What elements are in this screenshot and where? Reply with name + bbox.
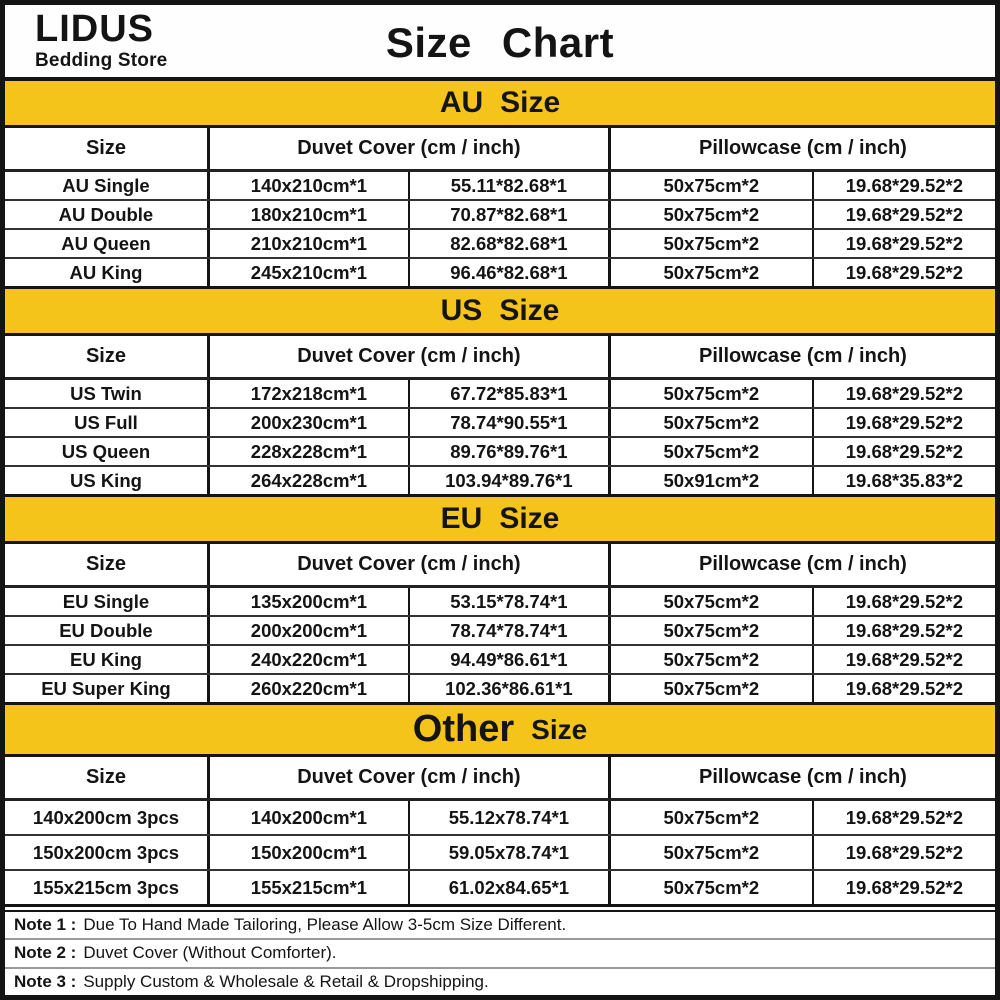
- col-header-size: Size: [5, 544, 210, 585]
- col-header-size: Size: [5, 757, 210, 798]
- cell-pillow-inch: 19.68*35.83*2: [845, 469, 964, 491]
- cell-pillow-inch: 19.68*29.52*2: [845, 677, 964, 699]
- table-row: [5, 801, 995, 836]
- cell-pillow-inch: 19.68*29.52*2: [845, 174, 964, 196]
- cell-pillow-cm: 50x75cm*2: [611, 836, 814, 869]
- band-region-label: EU: [440, 502, 483, 535]
- cell-duvet-cm: 228x228cm*1: [210, 438, 410, 465]
- page-title-word-2: Chart: [501, 19, 615, 66]
- other-size-table: [5, 757, 995, 907]
- note-label: Note 1 :: [14, 915, 77, 935]
- table-row: [5, 836, 995, 871]
- cell-duvet-cm: 264x228cm*1: [210, 467, 410, 494]
- cell-pillow-inch: 19.68*29.52*2: [845, 382, 964, 404]
- note-text: Duvet Cover (Without Comforter).: [83, 943, 337, 963]
- cell-pillow-cm: 50x91cm*2: [611, 467, 814, 494]
- cell-duvet-cm: 172x218cm*1: [210, 380, 410, 407]
- notes-panel: [5, 910, 995, 995]
- section-us-size: [5, 289, 995, 497]
- col-header-pillowcase: Pillowcase (cm / inch): [698, 553, 907, 575]
- cell-duvet-inch: 53.15*78.74*1: [410, 588, 611, 615]
- cell-pillow-inch: 19.68*29.52*2: [845, 411, 964, 433]
- cell-duvet-cm: 155x215cm*1: [210, 871, 410, 904]
- table-row: [5, 409, 995, 438]
- brand-tagline: Bedding Store: [35, 50, 168, 71]
- page-title-word-1: Size: [385, 19, 472, 66]
- cell-duvet-inch: 102.36*86.61*1: [410, 675, 611, 702]
- table-row: [5, 380, 995, 409]
- page-title: [5, 19, 995, 67]
- col-header-duvet-cover: Duvet Cover (cm / inch): [210, 336, 611, 377]
- table-row: [5, 646, 995, 675]
- cell-size: 150x200cm 3pcs: [5, 836, 210, 869]
- cell-pillow-inch: 19.68*29.52*2: [845, 876, 964, 898]
- table-row: [5, 675, 995, 705]
- cell-duvet-cm: 140x200cm*1: [210, 801, 410, 834]
- note-row-1: [5, 912, 995, 940]
- band-eu-size: [5, 497, 995, 544]
- cell-pillow-cm: 50x75cm*2: [611, 438, 814, 465]
- brand-name: LIDUS: [35, 8, 154, 50]
- band-size-label: Size: [499, 502, 560, 535]
- col-header-duvet-cover: Duvet Cover (cm / inch): [210, 544, 611, 585]
- cell-duvet-cm: 245x210cm*1: [210, 259, 410, 286]
- note-row-3: [5, 969, 995, 995]
- cell-duvet-inch: 55.12x78.74*1: [410, 801, 611, 834]
- cell-size: EU Double: [5, 617, 210, 644]
- band-other-size: [5, 705, 995, 757]
- cell-duvet-cm: 180x210cm*1: [210, 201, 410, 228]
- cell-size: AU King: [5, 259, 210, 286]
- cell-duvet-cm: 150x200cm*1: [210, 836, 410, 869]
- cell-duvet-inch: 96.46*82.68*1: [410, 259, 611, 286]
- cell-size: US Twin: [5, 380, 210, 407]
- col-header-duvet-cover: Duvet Cover (cm / inch): [210, 757, 611, 798]
- eu-size-table: [5, 544, 995, 705]
- band-au-size: [5, 81, 995, 128]
- col-header-pillowcase: Pillowcase (cm / inch): [698, 137, 907, 159]
- cell-pillow-cm: 50x75cm*2: [611, 617, 814, 644]
- cell-pillow-cm: 50x75cm*2: [611, 409, 814, 436]
- cell-pillow-inch: 19.68*29.52*2: [845, 203, 964, 225]
- cell-duvet-cm: 240x220cm*1: [210, 646, 410, 673]
- cell-size: 155x215cm 3pcs: [5, 871, 210, 904]
- cell-duvet-inch: 103.94*89.76*1: [410, 467, 611, 494]
- band-region-label: US: [440, 294, 483, 327]
- cell-duvet-inch: 82.68*82.68*1: [410, 230, 611, 257]
- cell-size: AU Queen: [5, 230, 210, 257]
- table-row: [5, 871, 995, 907]
- table-header-row: [5, 336, 995, 380]
- cell-size: US Full: [5, 409, 210, 436]
- col-header-pillowcase: Pillowcase (cm / inch): [698, 766, 907, 788]
- cell-pillow-cm: 50x75cm*2: [611, 801, 814, 834]
- cell-pillow-inch: 19.68*29.52*2: [845, 590, 964, 612]
- us-size-table: [5, 336, 995, 497]
- cell-duvet-cm: 210x210cm*1: [210, 230, 410, 257]
- cell-pillow-cm: 50x75cm*2: [611, 230, 814, 257]
- cell-duvet-inch: 55.11*82.68*1: [410, 172, 611, 199]
- cell-pillow-inch: 19.68*29.52*2: [845, 648, 964, 670]
- cell-duvet-inch: 89.76*89.76*1: [410, 438, 611, 465]
- table-row: [5, 438, 995, 467]
- band-size-label: Size: [499, 294, 560, 327]
- table-row: [5, 201, 995, 230]
- cell-pillow-inch: 19.68*29.52*2: [845, 841, 964, 863]
- table-row: [5, 617, 995, 646]
- table-row: [5, 230, 995, 259]
- band-size-label: Size: [500, 86, 561, 119]
- cell-pillow-inch: 19.68*29.52*2: [845, 440, 964, 462]
- cell-size: US Queen: [5, 438, 210, 465]
- band-region-label: Other: [412, 708, 515, 750]
- section-eu-size: [5, 497, 995, 705]
- col-header-size: Size: [5, 336, 210, 377]
- col-header-pillowcase: Pillowcase (cm / inch): [698, 345, 907, 367]
- cell-duvet-inch: 94.49*86.61*1: [410, 646, 611, 673]
- note-label: Note 3 :: [14, 971, 77, 991]
- cell-duvet-inch: 67.72*85.83*1: [410, 380, 611, 407]
- table-row: [5, 588, 995, 617]
- cell-pillow-cm: 50x75cm*2: [611, 871, 814, 904]
- band-us-size: [5, 289, 995, 336]
- band-region-label: AU: [439, 86, 484, 119]
- col-header-size: Size: [5, 128, 210, 169]
- cell-pillow-cm: 50x75cm*2: [611, 172, 814, 199]
- cell-duvet-cm: 200x230cm*1: [210, 409, 410, 436]
- cell-pillow-inch: 19.68*29.52*2: [845, 619, 964, 641]
- cell-size: EU King: [5, 646, 210, 673]
- section-other-size: [5, 705, 995, 907]
- table-header-row: [5, 128, 995, 172]
- cell-duvet-cm: 140x210cm*1: [210, 172, 410, 199]
- cell-size: 140x200cm 3pcs: [5, 801, 210, 834]
- cell-duvet-inch: 61.02x84.65*1: [410, 871, 611, 904]
- cell-pillow-cm: 50x75cm*2: [611, 201, 814, 228]
- table-row: [5, 172, 995, 201]
- cell-duvet-inch: 78.74*90.55*1: [410, 409, 611, 436]
- col-header-duvet-cover: Duvet Cover (cm / inch): [210, 128, 611, 169]
- cell-pillow-cm: 50x75cm*2: [611, 380, 814, 407]
- cell-pillow-inch: 19.68*29.52*2: [845, 261, 964, 283]
- table-row: [5, 467, 995, 497]
- header: [5, 5, 995, 81]
- cell-duvet-cm: 200x200cm*1: [210, 617, 410, 644]
- cell-pillow-cm: 50x75cm*2: [611, 675, 814, 702]
- cell-duvet-cm: 135x200cm*1: [210, 588, 410, 615]
- au-size-table: [5, 128, 995, 289]
- table-header-row: [5, 757, 995, 801]
- note-label: Note 2 :: [14, 943, 77, 963]
- cell-pillow-inch: 19.68*29.52*2: [845, 232, 964, 254]
- cell-pillow-inch: 19.68*29.52*2: [845, 806, 964, 828]
- cell-pillow-cm: 50x75cm*2: [611, 588, 814, 615]
- cell-duvet-inch: 59.05x78.74*1: [410, 836, 611, 869]
- section-au-size: [5, 81, 995, 289]
- cell-duvet-inch: 78.74*78.74*1: [410, 617, 611, 644]
- note-row-2: [5, 940, 995, 968]
- note-text: Supply Custom & Wholesale & Retail & Dropshipping.: [83, 971, 489, 991]
- cell-pillow-cm: 50x75cm*2: [611, 646, 814, 673]
- cell-size: AU Double: [5, 201, 210, 228]
- cell-size: US King: [5, 467, 210, 494]
- band-size-label: Size: [531, 713, 588, 745]
- table-row: [5, 259, 995, 289]
- table-header-row: [5, 544, 995, 588]
- cell-size: EU Super King: [5, 675, 210, 702]
- note-text: Due To Hand Made Tailoring, Please Allow 3-5cm Size Different.: [83, 915, 567, 935]
- cell-size: EU Single: [5, 588, 210, 615]
- cell-pillow-cm: 50x75cm*2: [611, 259, 814, 286]
- cell-size: AU Single: [5, 172, 210, 199]
- cell-duvet-inch: 70.87*82.68*1: [410, 201, 611, 228]
- cell-duvet-cm: 260x220cm*1: [210, 675, 410, 702]
